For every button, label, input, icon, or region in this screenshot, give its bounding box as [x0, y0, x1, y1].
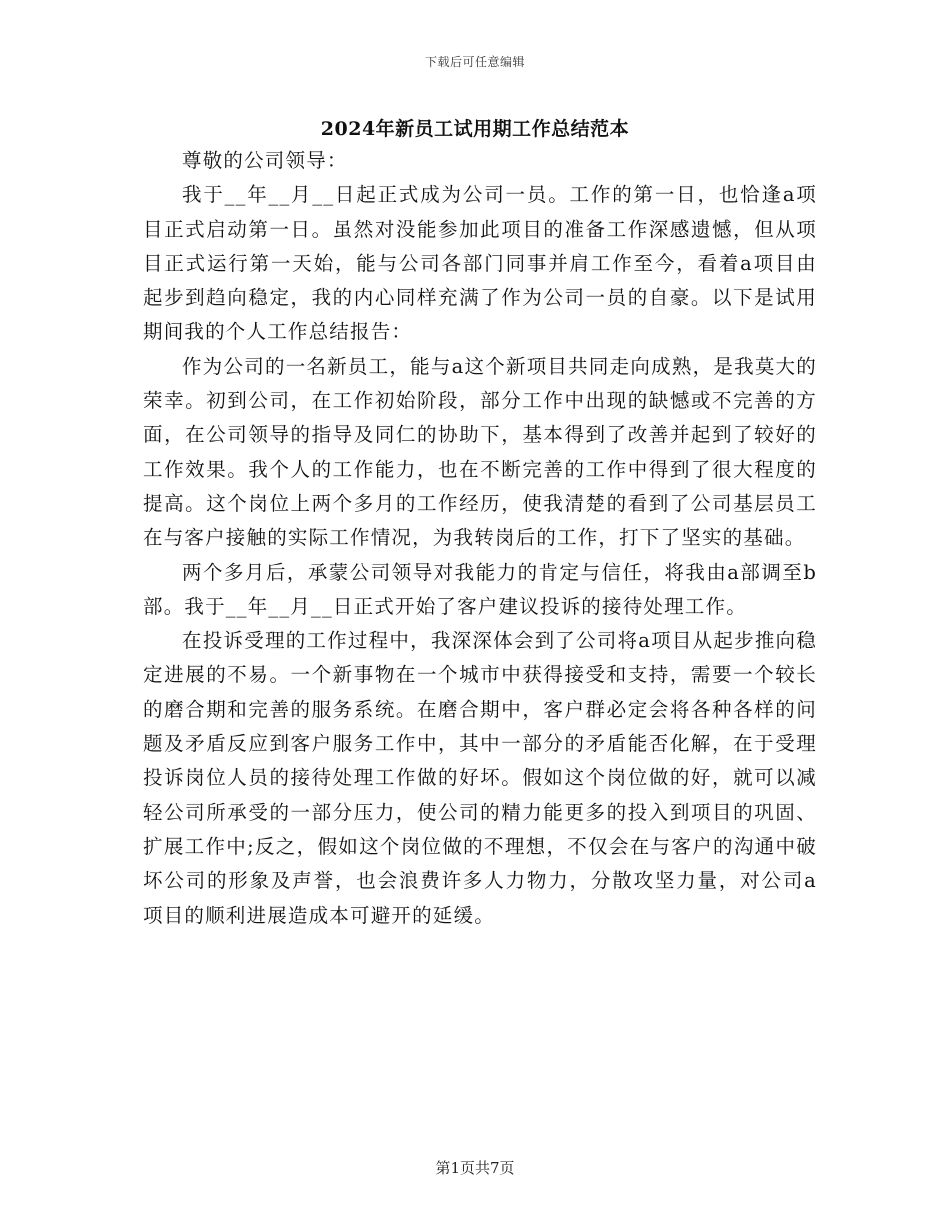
header-note: 下载后可任意编辑 — [424, 55, 525, 69]
paragraph-intro: 我于__年__月__日起正式成为公司一员。工作的第一日，也恰逢a项目正式启动第一日。虽然对没能参加此项目的准备工作深感遗憾，但从项目正式运行第一天始，能与公司各部门同事并肩工作至今，看着a项目由起步到趋向稳定，我的内心同样充满了作为公司一员的自豪。以下是试用期间我的个人工作总结报告： — [143, 183, 817, 344]
salutation: 尊敬的公司领导： — [182, 149, 348, 172]
paragraph-new-employee: 作为公司的一名新员工，能与a这个新项目共同走向成熟，是我莫大的荣幸。初到公司，在工作初始阶段，部分工作中出现的缺憾或不完善的方面，在公司领导的指导及同仁的协助下，基本得到了改善并起到了较好的工作效果。我个人的工作能力，也在不断完善的工作中得到了很大程度的提高。这个岗位上两个多月的工作经历，使我清楚的看到了公司基层员工在与客户接触的实际工作情况，为我转岗后的工作，打下了坚实的基础。 — [143, 354, 817, 550]
paragraph-transfer: 两个多月后，承蒙公司领导对我能力的肯定与信任，将我由a部调至b部。我于__年__月__日正式开始了客户建议投诉的接待处理工作。 — [143, 560, 817, 618]
page-number: 第1页共7页 — [435, 1159, 515, 1177]
paragraph-complaints: 在投诉受理的工作过程中，我深深体会到了公司将a项目从起步推向稳定进展的不易。一个新事物在一个城市中获得接受和支持，需要一个较长的磨合期和完善的服务系统。在磨合期中，客户群必定会将各种各样的问题及矛盾反应到客户服务工作中，其中一部分的矛盾能否化解，在于受理投诉岗位人员的接待处理工作做的好坏。假如这个岗位做的好，就可以减轻公司所承受的一部分压力，使公司的精力能更多的投入到项目的巩固、扩展工作中;反之，假如这个岗位做的不理想，不仅会在与客户的沟通中破坏公司的形象及声誉，也会浪费许多人力物力，分散攻坚力量，对公司a项目的顺利进展造成本可避开的延缓。 — [143, 629, 817, 927]
document-body — [143, 144, 817, 933]
document-title: 2024年新员工试用期工作总结范本 — [320, 118, 630, 140]
